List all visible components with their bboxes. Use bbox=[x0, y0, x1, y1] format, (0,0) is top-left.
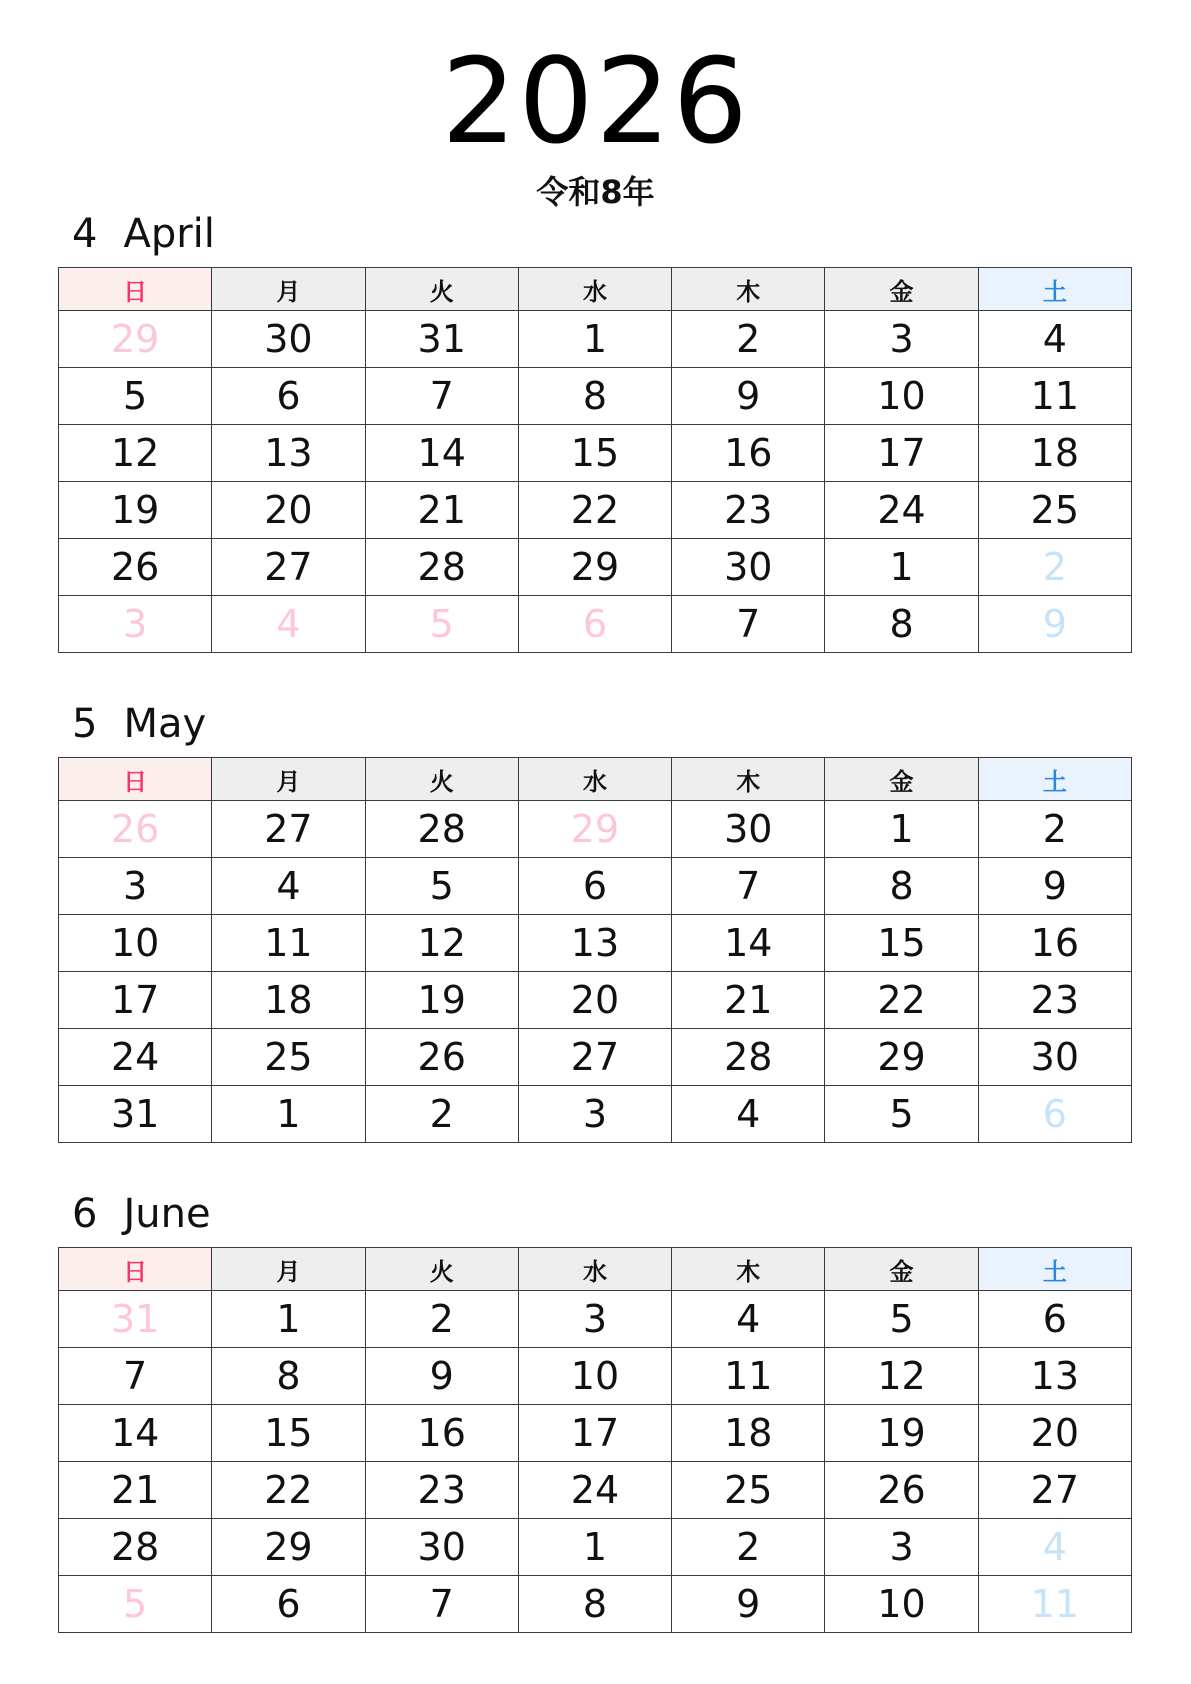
day-cell: 18 bbox=[672, 1405, 825, 1462]
day-cell: 4 bbox=[212, 596, 365, 653]
weekday-header-fri: 金 bbox=[825, 268, 978, 311]
day-cell: 3 bbox=[518, 1291, 671, 1348]
day-cell: 28 bbox=[365, 539, 518, 596]
week-row bbox=[59, 596, 1132, 653]
day-cell: 7 bbox=[365, 368, 518, 425]
weekday-header-mon: 月 bbox=[212, 268, 365, 311]
day-cell: 12 bbox=[59, 425, 212, 482]
day-cell: 14 bbox=[365, 425, 518, 482]
day-cell: 8 bbox=[825, 596, 978, 653]
day-cell: 14 bbox=[59, 1405, 212, 1462]
day-cell: 19 bbox=[825, 1405, 978, 1462]
day-cell: 27 bbox=[518, 1029, 671, 1086]
day-cell: 15 bbox=[518, 425, 671, 482]
day-cell: 8 bbox=[518, 1576, 671, 1633]
day-cell: 22 bbox=[212, 1462, 365, 1519]
day-cell: 21 bbox=[672, 972, 825, 1029]
day-cell: 11 bbox=[212, 915, 365, 972]
month-june bbox=[58, 1191, 1132, 1633]
weekday-header-wed: 水 bbox=[518, 1248, 671, 1291]
day-cell: 23 bbox=[978, 972, 1131, 1029]
week-row bbox=[59, 1405, 1132, 1462]
day-cell: 30 bbox=[365, 1519, 518, 1576]
day-cell: 2 bbox=[365, 1291, 518, 1348]
day-cell: 4 bbox=[672, 1086, 825, 1143]
day-cell: 4 bbox=[978, 311, 1131, 368]
weekday-header-mon: 月 bbox=[212, 1248, 365, 1291]
day-cell: 25 bbox=[672, 1462, 825, 1519]
day-cell: 4 bbox=[978, 1519, 1131, 1576]
day-cell: 27 bbox=[978, 1462, 1131, 1519]
day-cell: 3 bbox=[518, 1086, 671, 1143]
day-cell: 31 bbox=[59, 1291, 212, 1348]
day-cell: 8 bbox=[825, 858, 978, 915]
day-cell: 28 bbox=[365, 801, 518, 858]
day-cell: 30 bbox=[978, 1029, 1131, 1086]
day-cell: 6 bbox=[212, 1576, 365, 1633]
day-cell: 21 bbox=[59, 1462, 212, 1519]
day-cell: 27 bbox=[212, 801, 365, 858]
day-cell: 16 bbox=[365, 1405, 518, 1462]
month-name: May bbox=[123, 701, 207, 747]
day-cell: 15 bbox=[212, 1405, 365, 1462]
month-number: 5 bbox=[72, 701, 98, 747]
month-may bbox=[58, 701, 1132, 1143]
day-cell: 12 bbox=[825, 1348, 978, 1405]
day-cell: 4 bbox=[212, 858, 365, 915]
day-cell: 17 bbox=[825, 425, 978, 482]
week-row bbox=[59, 482, 1132, 539]
day-cell: 7 bbox=[672, 858, 825, 915]
day-cell: 24 bbox=[518, 1462, 671, 1519]
day-cell: 20 bbox=[518, 972, 671, 1029]
day-cell: 3 bbox=[825, 311, 978, 368]
day-cell: 22 bbox=[518, 482, 671, 539]
day-cell: 29 bbox=[518, 539, 671, 596]
day-cell: 18 bbox=[212, 972, 365, 1029]
day-cell: 22 bbox=[825, 972, 978, 1029]
day-cell: 5 bbox=[825, 1086, 978, 1143]
day-cell: 30 bbox=[672, 539, 825, 596]
week-row bbox=[59, 972, 1132, 1029]
calendar-grid bbox=[58, 267, 1132, 653]
day-cell: 16 bbox=[672, 425, 825, 482]
weekday-header-thu: 木 bbox=[672, 268, 825, 311]
day-cell: 28 bbox=[59, 1519, 212, 1576]
day-cell: 19 bbox=[59, 482, 212, 539]
day-cell: 18 bbox=[978, 425, 1131, 482]
day-cell: 17 bbox=[59, 972, 212, 1029]
month-name: June bbox=[123, 1191, 211, 1237]
day-cell: 11 bbox=[672, 1348, 825, 1405]
day-cell: 29 bbox=[59, 311, 212, 368]
week-row bbox=[59, 1029, 1132, 1086]
day-cell: 6 bbox=[518, 858, 671, 915]
day-cell: 13 bbox=[518, 915, 671, 972]
day-cell: 9 bbox=[365, 1348, 518, 1405]
day-cell: 26 bbox=[365, 1029, 518, 1086]
day-cell: 3 bbox=[825, 1519, 978, 1576]
weekday-header-sun: 日 bbox=[59, 758, 212, 801]
day-cell: 11 bbox=[978, 1576, 1131, 1633]
day-cell: 26 bbox=[825, 1462, 978, 1519]
day-cell: 20 bbox=[212, 482, 365, 539]
day-cell: 9 bbox=[978, 596, 1131, 653]
day-cell: 9 bbox=[672, 1576, 825, 1633]
day-cell: 1 bbox=[518, 1519, 671, 1576]
day-cell: 1 bbox=[825, 539, 978, 596]
weekday-header-fri: 金 bbox=[825, 1248, 978, 1291]
day-cell: 23 bbox=[672, 482, 825, 539]
day-cell: 15 bbox=[825, 915, 978, 972]
weekday-header-tue: 火 bbox=[365, 1248, 518, 1291]
day-cell: 1 bbox=[212, 1291, 365, 1348]
day-cell: 16 bbox=[978, 915, 1131, 972]
week-row bbox=[59, 1576, 1132, 1633]
weekday-header-sat: 土 bbox=[978, 758, 1131, 801]
day-cell: 10 bbox=[825, 368, 978, 425]
day-cell: 6 bbox=[518, 596, 671, 653]
day-cell: 13 bbox=[978, 1348, 1131, 1405]
calendar-grid bbox=[58, 1247, 1132, 1633]
weekday-header-thu: 木 bbox=[672, 758, 825, 801]
day-cell: 29 bbox=[212, 1519, 365, 1576]
day-cell: 30 bbox=[672, 801, 825, 858]
month-title bbox=[72, 1189, 211, 1239]
day-cell: 13 bbox=[212, 425, 365, 482]
week-row bbox=[59, 915, 1132, 972]
week-row bbox=[59, 368, 1132, 425]
day-cell: 8 bbox=[518, 368, 671, 425]
day-cell: 7 bbox=[672, 596, 825, 653]
day-cell: 29 bbox=[518, 801, 671, 858]
calendar-grid bbox=[58, 757, 1132, 1143]
weekday-header-thu: 木 bbox=[672, 1248, 825, 1291]
day-cell: 7 bbox=[365, 1576, 518, 1633]
day-cell: 2 bbox=[365, 1086, 518, 1143]
day-cell: 5 bbox=[59, 368, 212, 425]
day-cell: 21 bbox=[365, 482, 518, 539]
day-cell: 25 bbox=[212, 1029, 365, 1086]
day-cell: 10 bbox=[518, 1348, 671, 1405]
week-row bbox=[59, 1348, 1132, 1405]
day-cell: 10 bbox=[59, 915, 212, 972]
weekday-header-sun: 日 bbox=[59, 268, 212, 311]
day-cell: 31 bbox=[365, 311, 518, 368]
day-cell: 31 bbox=[59, 1086, 212, 1143]
day-cell: 1 bbox=[518, 311, 671, 368]
weekday-header-row bbox=[59, 1248, 1132, 1291]
month-april bbox=[58, 211, 1132, 653]
japanese-era-year: 令和8年 bbox=[536, 173, 655, 211]
day-cell: 25 bbox=[978, 482, 1131, 539]
week-row bbox=[59, 801, 1132, 858]
month-title bbox=[72, 209, 215, 259]
day-cell: 26 bbox=[59, 539, 212, 596]
day-cell: 2 bbox=[978, 539, 1131, 596]
day-cell: 2 bbox=[672, 1519, 825, 1576]
day-cell: 14 bbox=[672, 915, 825, 972]
weekday-header-wed: 水 bbox=[518, 758, 671, 801]
day-cell: 10 bbox=[825, 1576, 978, 1633]
day-cell: 5 bbox=[365, 858, 518, 915]
week-row bbox=[59, 1086, 1132, 1143]
day-cell: 3 bbox=[59, 596, 212, 653]
day-cell: 5 bbox=[365, 596, 518, 653]
day-cell: 24 bbox=[825, 482, 978, 539]
day-cell: 12 bbox=[365, 915, 518, 972]
weekday-header-wed: 水 bbox=[518, 268, 671, 311]
year-title: 2026 bbox=[441, 32, 750, 170]
weekday-header-sat: 土 bbox=[978, 268, 1131, 311]
weekday-header-row bbox=[59, 758, 1132, 801]
day-cell: 28 bbox=[672, 1029, 825, 1086]
day-cell: 3 bbox=[59, 858, 212, 915]
day-cell: 1 bbox=[825, 801, 978, 858]
month-title bbox=[72, 699, 206, 749]
week-row bbox=[59, 1462, 1132, 1519]
weekday-header-mon: 月 bbox=[212, 758, 365, 801]
weekday-header-row bbox=[59, 268, 1132, 311]
day-cell: 24 bbox=[59, 1029, 212, 1086]
day-cell: 27 bbox=[212, 539, 365, 596]
weekday-header-sun: 日 bbox=[59, 1248, 212, 1291]
day-cell: 29 bbox=[825, 1029, 978, 1086]
week-row bbox=[59, 311, 1132, 368]
weekday-header-tue: 火 bbox=[365, 758, 518, 801]
week-row bbox=[59, 858, 1132, 915]
weekday-header-fri: 金 bbox=[825, 758, 978, 801]
day-cell: 2 bbox=[978, 801, 1131, 858]
day-cell: 20 bbox=[978, 1405, 1131, 1462]
day-cell: 4 bbox=[672, 1291, 825, 1348]
weekday-header-sat: 土 bbox=[978, 1248, 1131, 1291]
month-name: April bbox=[123, 211, 215, 257]
day-cell: 5 bbox=[825, 1291, 978, 1348]
day-cell: 6 bbox=[978, 1291, 1131, 1348]
day-cell: 19 bbox=[365, 972, 518, 1029]
day-cell: 23 bbox=[365, 1462, 518, 1519]
month-number: 6 bbox=[72, 1191, 98, 1237]
day-cell: 26 bbox=[59, 801, 212, 858]
week-row bbox=[59, 1519, 1132, 1576]
day-cell: 11 bbox=[978, 368, 1131, 425]
day-cell: 7 bbox=[59, 1348, 212, 1405]
day-cell: 8 bbox=[212, 1348, 365, 1405]
day-cell: 17 bbox=[518, 1405, 671, 1462]
week-row bbox=[59, 425, 1132, 482]
month-number: 4 bbox=[72, 211, 98, 257]
weekday-header-tue: 火 bbox=[365, 268, 518, 311]
day-cell: 30 bbox=[212, 311, 365, 368]
week-row bbox=[59, 1291, 1132, 1348]
day-cell: 9 bbox=[978, 858, 1131, 915]
day-cell: 5 bbox=[59, 1576, 212, 1633]
day-cell: 6 bbox=[978, 1086, 1131, 1143]
day-cell: 2 bbox=[672, 311, 825, 368]
day-cell: 1 bbox=[212, 1086, 365, 1143]
week-row bbox=[59, 539, 1132, 596]
day-cell: 9 bbox=[672, 368, 825, 425]
day-cell: 6 bbox=[212, 368, 365, 425]
